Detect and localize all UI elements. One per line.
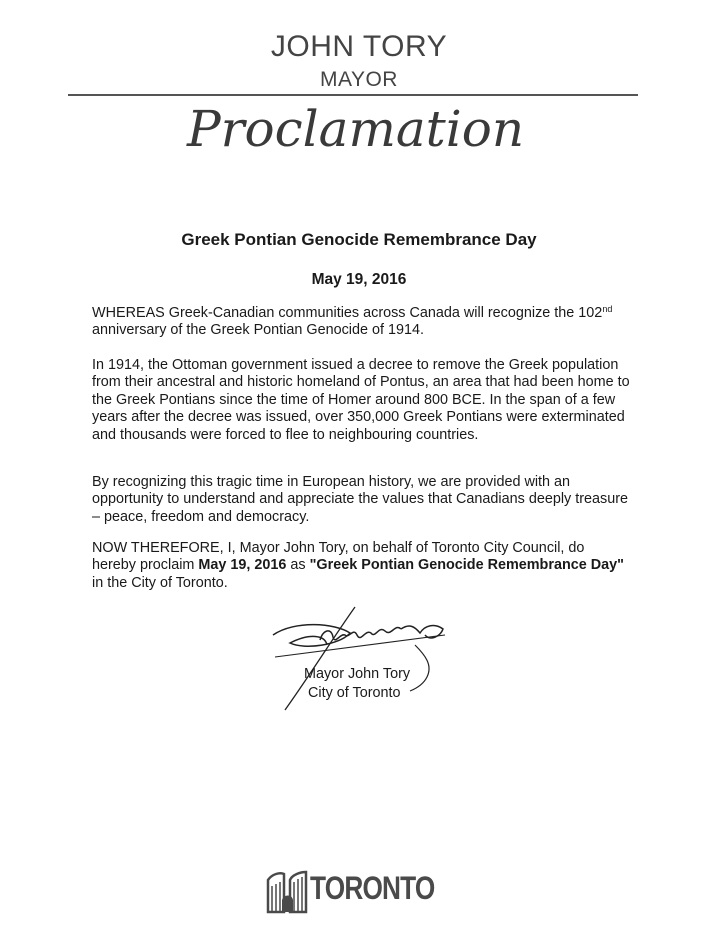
toronto-wordmark: TORONTO [310, 870, 435, 906]
paragraph-values: By recognizing this tragic time in European history, we are provided with an opportunity to understand and appreciate the values that Canadians deeply treasure – peace, freedom and democracy. [92, 474, 629, 525]
paragraph-whereas-tail: anniversary of the Greek Pontian Genocide of 1914. [92, 322, 424, 339]
document-date: May 19, 2016 [311, 271, 407, 288]
signatory-name: Mayor John Tory [304, 666, 411, 682]
proclamation-heading [185, 96, 545, 166]
ordinal-suffix: nd [602, 304, 613, 314]
signatory-city: City of Toronto [308, 685, 401, 701]
proclaim-text-1: NOW THEREFORE, I, Mayor John Tory, on behalf of Toronto City Council, do hereby proclaim [92, 540, 585, 574]
proclaim-day-name: "Greek Pontian Genocide Remembrance Day" [309, 557, 624, 574]
proclamation-heading-text: Proclamation [187, 100, 525, 158]
paragraph-whereas [92, 305, 632, 340]
letterhead-title: MAYOR [320, 68, 398, 91]
paragraph-history: In 1914, the Ottoman government issued a decree to remove the Greek population from their ancestral and historic homeland of Pontus, an area that had been home to the Greek Pontians since the time of Homer around 800 BCE. In the span of a few years after the decree was issued, over 350,000 Greek Pontians were exterminated and thousands were forced to flee to neighbouring countries. [92, 357, 630, 443]
paragraph-proclaim [92, 540, 632, 592]
paragraph-whereas-text: WHEREAS Greek-Canadian communities across Canada will recognize the 102 [92, 305, 603, 321]
proclaim-text-2: as [286, 557, 310, 574]
letterhead-name: JOHN TORY [270, 30, 448, 63]
document-title: Greek Pontian Genocide Remembrance Day [181, 230, 537, 249]
proclaim-text-3: in the City of Toronto. [92, 574, 228, 591]
proclaim-date: May 19, 2016 [198, 557, 287, 574]
